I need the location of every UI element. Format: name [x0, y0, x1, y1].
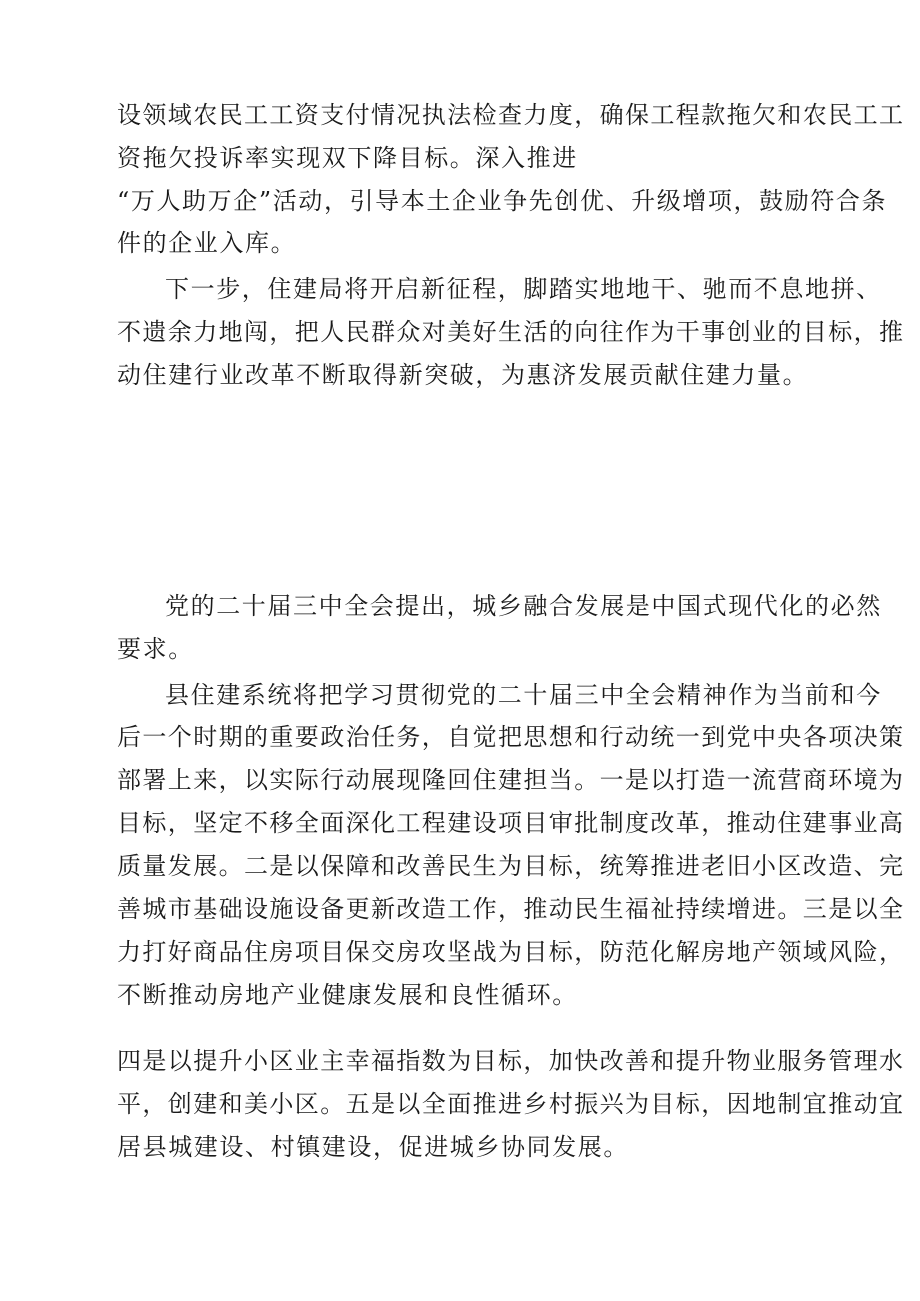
text-line: 不遗余力地闯，把人民群众对美好生活的向往作为干事创业的目标，推 — [117, 318, 905, 346]
text-line: 平，创建和美小区。五是以全面推进乡村振兴为目标，因地制宜推动宜 — [117, 1090, 905, 1118]
text-line: 后一个时期的重要政治任务，自觉把思想和行动统一到党中央各项决策 — [117, 723, 905, 751]
text-line: 设领域农民工工资支付情况执法检查力度，确保工程款拖欠和农民工工 — [117, 101, 905, 129]
text-line: 力打好商品住房项目保交房攻坚战为目标，防范化解房地产领域风险， — [117, 938, 905, 966]
text-line: 件的企业入库。 — [117, 229, 297, 257]
text-line: 不断推动房地产业健康发展和良性循环。 — [117, 981, 578, 1009]
text-line: 四是以提升小区业主幸福指数为目标，加快改善和提升物业服务管理水 — [117, 1047, 905, 1075]
text-line: 资拖欠投诉率实现双下降目标。深入推进 — [117, 144, 578, 172]
text-line: 质量发展。二是以保障和改善民生为目标，统筹推进老旧小区改造、完 — [117, 852, 905, 880]
text-line: 要求。 — [117, 635, 194, 663]
text-line: 县住建系统将把学习贯彻党的二十届三中全会精神作为当前和今 — [165, 681, 882, 709]
text-line: 部署上来，以实际行动展现隆回住建担当。一是以打造一流营商环境为 — [117, 766, 905, 794]
text-line: 目标，坚定不移全面深化工程建设项目审批制度改革，推动住建事业高 — [117, 809, 905, 837]
text-line: 下一步，住建局将开启新征程，脚踏实地地干、驰而不息地拼、 — [165, 275, 882, 303]
text-line: 居县城建设、村镇建设，促进城乡协同发展。 — [117, 1133, 629, 1161]
text-line: 善城市基础设施设备更新改造工作，推动民生福祉持续增进。三是以全 — [117, 895, 905, 923]
text-line: “万人助万企”活动，引导本土企业争先创优、升级增项，鼓励符合条 — [117, 187, 888, 215]
text-line: 动住建行业改革不断取得新突破，为惠济发展贡献住建力量。 — [117, 361, 809, 389]
text-line: 党的二十届三中全会提出，城乡融合发展是中国式现代化的必然 — [165, 592, 882, 620]
